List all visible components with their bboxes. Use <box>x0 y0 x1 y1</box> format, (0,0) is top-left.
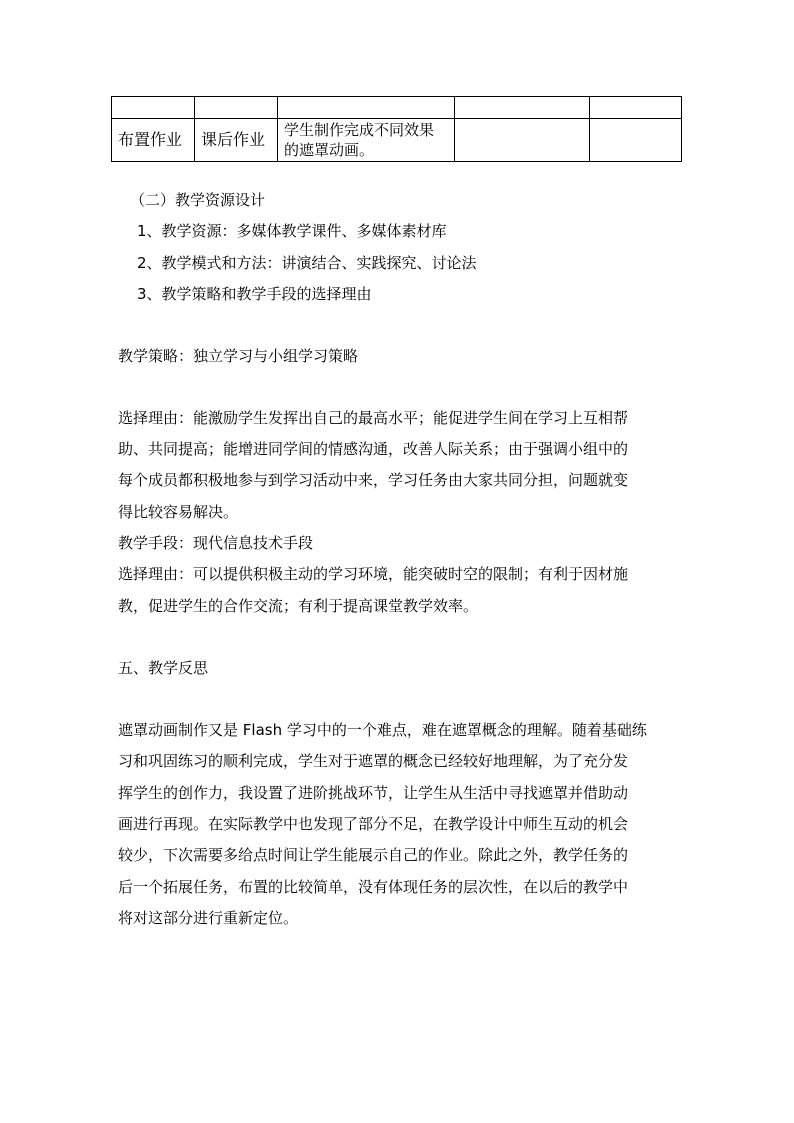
lesson-plan-table <box>111 96 682 162</box>
table-row <box>112 119 682 162</box>
reflection-line: 将对这部分进行重新定位。 <box>118 909 299 927</box>
table-cell-activity: 学生制作完成不同效果的遮罩动画。 <box>278 119 455 162</box>
strategy-reason-line: 得比较容易解决。 <box>118 503 239 521</box>
resource-item: 2、教学模式和方法：讲演结合、实践探究、讨论法 <box>137 254 477 272</box>
reflection-line: 挥学生的创作力，我设置了进阶挑战环节，让学生从生活中寻找遮罩并借助动 <box>118 784 629 802</box>
table-cell <box>590 97 682 119</box>
reflection-line: 习和巩固练习的顺利完成，学生对于遮罩的概念已经较好地理解，为了充分发 <box>118 752 629 770</box>
resource-item: 3、教学策略和教学手段的选择理由 <box>137 285 372 303</box>
resources-heading: （二）教学资源设计 <box>130 191 266 209</box>
means-reason-line: 教，促进学生的合作交流；有利于提高课堂教学效率。 <box>118 597 479 615</box>
reflection-line: 画进行再现。在实际教学中也发现了部分不足，在教学设计中师生互动的机会 <box>118 815 629 833</box>
table-cell <box>455 119 590 162</box>
strategy-reason-line: 助、共同提高；能增进同学间的情感沟通，改善人际关系；由于强调小组中的 <box>118 440 629 458</box>
reflection-line: 遮罩动画制作又是 Flash 学习中的一个难点，难在遮罩概念的理解。随着基础练 <box>118 721 647 739</box>
reflection-line: 较少，下次需要多给点时间让学生能展示自己的作业。除此之外，教学任务的 <box>118 846 629 864</box>
reflection-line: 后一个拓展任务，布置的比较简单，没有体现任务的层次性，在以后的教学中 <box>118 878 629 896</box>
reflection-heading: 五、教学反思 <box>118 659 209 677</box>
table-cell <box>112 97 195 119</box>
resource-item: 1、教学资源：多媒体教学课件、多媒体素材库 <box>137 222 447 240</box>
strategy-reason-line: 每个成员都积极地参与到学习活动中来，学习任务由大家共同分担，问题就变 <box>118 471 629 489</box>
means-reason-line: 选择理由：可以提供积极主动的学习环境，能突破时空的限制；有利于因材施 <box>118 565 629 583</box>
teaching-means: 教学手段：现代信息技术手段 <box>118 534 314 552</box>
table-cell-content: 课后作业 <box>195 119 278 162</box>
strategy-reason-line: 选择理由：能激励学生发挥出自己的最高水平；能促进学生间在学习上互相帮 <box>118 409 629 427</box>
table-cell <box>195 97 278 119</box>
table-row <box>112 97 682 119</box>
table-cell <box>455 97 590 119</box>
table-cell <box>278 97 455 119</box>
table-cell <box>590 119 682 162</box>
table-cell-stage: 布置作业 <box>112 119 195 162</box>
strategy-title: 教学策略：独立学习与小组学习策略 <box>118 347 359 365</box>
